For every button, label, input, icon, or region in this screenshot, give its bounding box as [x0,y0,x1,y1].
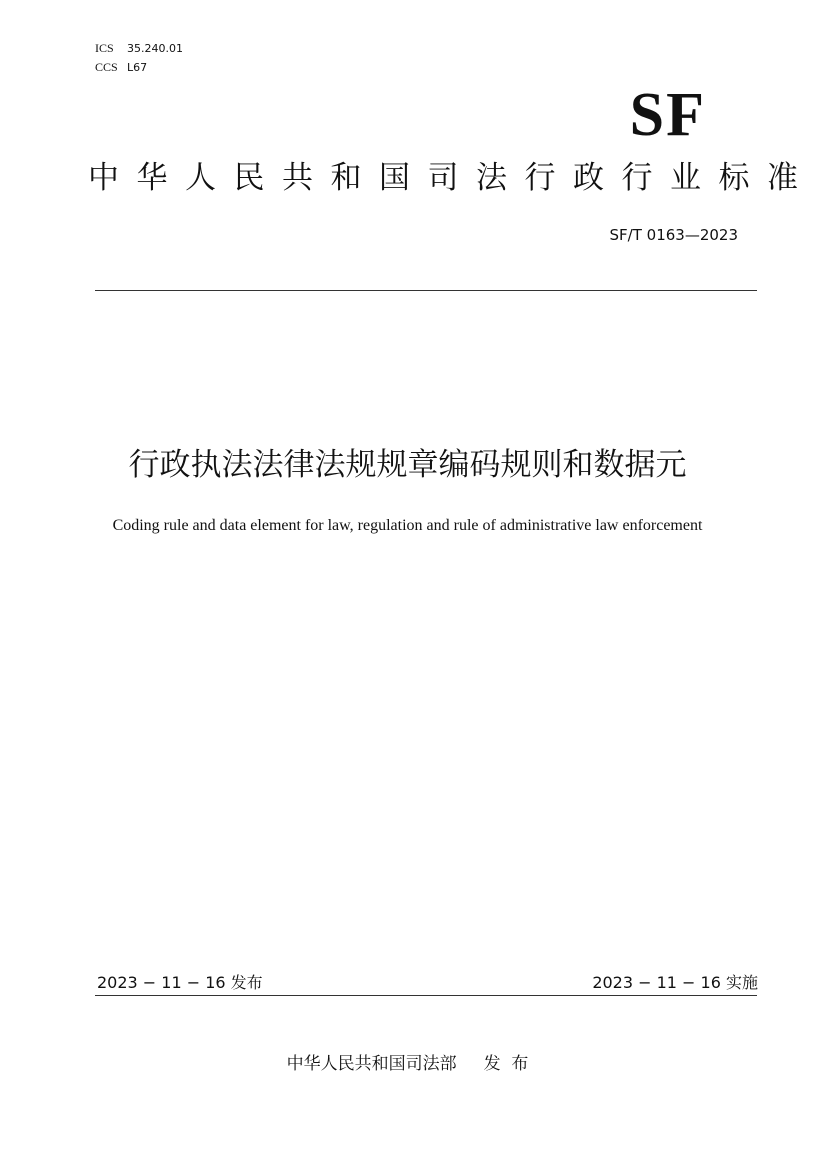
ics-line [95,41,183,56]
publisher: 中华人民共和国司法部 发 布 [286,1054,529,1074]
document-title-chinese: 行政执法法律法规规章编码规则和数据元 [128,447,687,483]
standard-type-title: 中华人民共和国司法行政行业标准 [88,160,815,196]
footer-divider [95,995,757,996]
implementation-date: 2023 − 11 − 16 实施 [592,973,758,992]
ics-value: 35.240.01 [127,42,183,55]
ics-label: ICS [95,41,114,55]
issue-date: 2023 − 11 − 16 发布 [97,973,263,992]
header-divider [95,290,757,291]
ccs-label: CCS [95,60,118,74]
standard-code: SF/T 0163—2023 [609,226,738,244]
ccs-value: L67 [127,61,148,74]
sf-logo: SF [629,81,706,149]
ccs-line [95,60,147,75]
document-title-english: Coding rule and data element for law, regulation and rule of administrative law enforcement [112,517,703,534]
